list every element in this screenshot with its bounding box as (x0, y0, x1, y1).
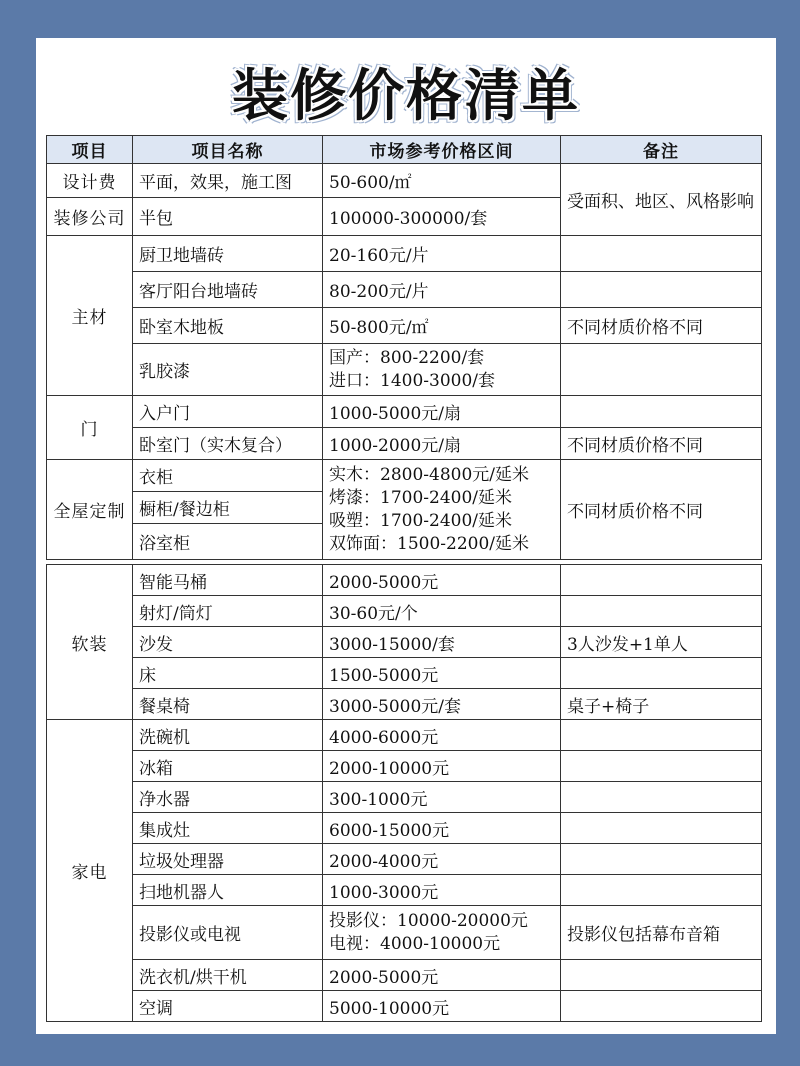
table-row (47, 164, 762, 198)
item-name: 射灯/筒灯 (133, 596, 323, 627)
category-cell: 主材 (47, 236, 133, 396)
item-note: 桌子+椅子 (561, 689, 762, 720)
item-note (561, 960, 762, 991)
table-row (47, 627, 762, 658)
table-row (47, 344, 762, 396)
item-price: 2000-4000元 (323, 844, 561, 875)
item-price: 80-200元/片 (323, 272, 561, 308)
item-name: 垃圾处理器 (133, 844, 323, 875)
table-row (47, 596, 762, 627)
item-note: 不同材质价格不同 (561, 308, 762, 344)
table-header-row (47, 136, 762, 164)
item-name: 厨卫地墙砖 (133, 236, 323, 272)
table-row (47, 991, 762, 1022)
item-price: 100000-300000/套 (323, 198, 561, 236)
item-name: 空调 (133, 991, 323, 1022)
item-name: 卧室木地板 (133, 308, 323, 344)
price-table-upper (46, 135, 762, 560)
item-price: 2000-10000元 (323, 751, 561, 782)
table-row (47, 236, 762, 272)
item-price: 6000-15000元 (323, 813, 561, 844)
price-table-lower (46, 564, 762, 1022)
price-line: 烤漆：1700-2400/延米 (329, 487, 512, 508)
price-line: 双饰面：1500-2200/延米 (329, 533, 529, 554)
item-note (561, 751, 762, 782)
item-price: 1500-5000元 (323, 658, 561, 689)
item-price: 2000-5000元 (323, 960, 561, 991)
item-name: 平面，效果，施工图 (133, 164, 323, 198)
item-price (323, 906, 561, 960)
category-cell: 软装 (47, 565, 133, 720)
category-cell: 装修公司 (47, 198, 133, 236)
item-name: 智能马桶 (133, 565, 323, 596)
item-name: 净水器 (133, 782, 323, 813)
table-row (47, 428, 762, 460)
price-line: 投影仪：10000-20000元 (329, 910, 528, 931)
item-name: 卧室门（实木复合） (133, 428, 323, 460)
item-note (561, 991, 762, 1022)
page-title: 装修价格清单 (232, 64, 580, 129)
price-line: 电视：4000-10000元 (329, 933, 501, 954)
item-price: 1000-5000元/扇 (323, 396, 561, 428)
item-note (561, 782, 762, 813)
table-row (47, 960, 762, 991)
item-note (561, 344, 762, 396)
item-name: 半包 (133, 198, 323, 236)
item-name: 洗衣机/烘干机 (133, 960, 323, 991)
table-row (47, 396, 762, 428)
item-name: 集成灶 (133, 813, 323, 844)
item-price: 2000-5000元 (323, 565, 561, 596)
item-name: 橱柜/餐边柜 (133, 492, 323, 524)
item-name: 投影仪或电视 (133, 906, 323, 960)
table-row (47, 875, 762, 906)
item-name: 乳胶漆 (133, 344, 323, 396)
table-row (47, 906, 762, 960)
item-note (561, 844, 762, 875)
item-note: 不同材质价格不同 (561, 460, 762, 560)
table-row (47, 782, 762, 813)
item-price (323, 460, 561, 560)
table-row (47, 720, 762, 751)
item-name: 冰箱 (133, 751, 323, 782)
table-row (47, 844, 762, 875)
table-row (47, 751, 762, 782)
table-row (47, 308, 762, 344)
category-cell: 设计费 (47, 164, 133, 198)
item-name: 床 (133, 658, 323, 689)
header-price: 市场参考价格区间 (323, 136, 561, 164)
item-price: 5000-10000元 (323, 991, 561, 1022)
item-price: 3000-5000元/套 (323, 689, 561, 720)
item-note (561, 596, 762, 627)
item-price: 1000-3000元 (323, 875, 561, 906)
item-note: 受面积、地区、风格影响 (561, 164, 762, 236)
price-list-sheet (36, 38, 776, 1034)
price-line: 实木：2800-4800元/延米 (329, 464, 529, 485)
category-cell: 家电 (47, 720, 133, 1022)
item-price: 4000-6000元 (323, 720, 561, 751)
item-note (561, 272, 762, 308)
item-name: 扫地机器人 (133, 875, 323, 906)
price-line: 国产：800-2200/套 (329, 347, 485, 368)
table-row (47, 460, 762, 492)
item-name: 入户门 (133, 396, 323, 428)
item-price: 50-800元/㎡ (323, 308, 561, 344)
header-name: 项目名称 (133, 136, 323, 164)
item-note (561, 875, 762, 906)
item-note: 3人沙发+1单人 (561, 627, 762, 658)
price-line: 进口：1400-3000/套 (329, 370, 495, 391)
item-name: 衣柜 (133, 460, 323, 492)
table-row (47, 813, 762, 844)
item-note (561, 236, 762, 272)
item-price: 50-600/㎡ (323, 164, 561, 198)
item-name: 餐桌椅 (133, 689, 323, 720)
item-price: 3000-15000/套 (323, 627, 561, 658)
item-name: 沙发 (133, 627, 323, 658)
item-note (561, 720, 762, 751)
item-note (561, 658, 762, 689)
category-cell: 门 (47, 396, 133, 460)
table-row (47, 658, 762, 689)
header-note: 备注 (561, 136, 762, 164)
item-price: 300-1000元 (323, 782, 561, 813)
item-price (323, 344, 561, 396)
item-price: 1000-2000元/扇 (323, 428, 561, 460)
item-price: 30-60元/个 (323, 596, 561, 627)
price-line: 吸塑：1700-2400/延米 (329, 510, 512, 531)
item-price: 20-160元/片 (323, 236, 561, 272)
item-name: 洗碗机 (133, 720, 323, 751)
item-note: 投影仪包括幕布音箱 (561, 906, 762, 960)
table-row (47, 689, 762, 720)
item-note (561, 813, 762, 844)
item-name: 客厅阳台地墙砖 (133, 272, 323, 308)
header-category: 项目 (47, 136, 133, 164)
item-note: 不同材质价格不同 (561, 428, 762, 460)
table-row (47, 272, 762, 308)
item-note (561, 396, 762, 428)
category-cell: 全屋定制 (47, 460, 133, 560)
table-row (47, 565, 762, 596)
item-note (561, 565, 762, 596)
item-name: 浴室柜 (133, 524, 323, 560)
